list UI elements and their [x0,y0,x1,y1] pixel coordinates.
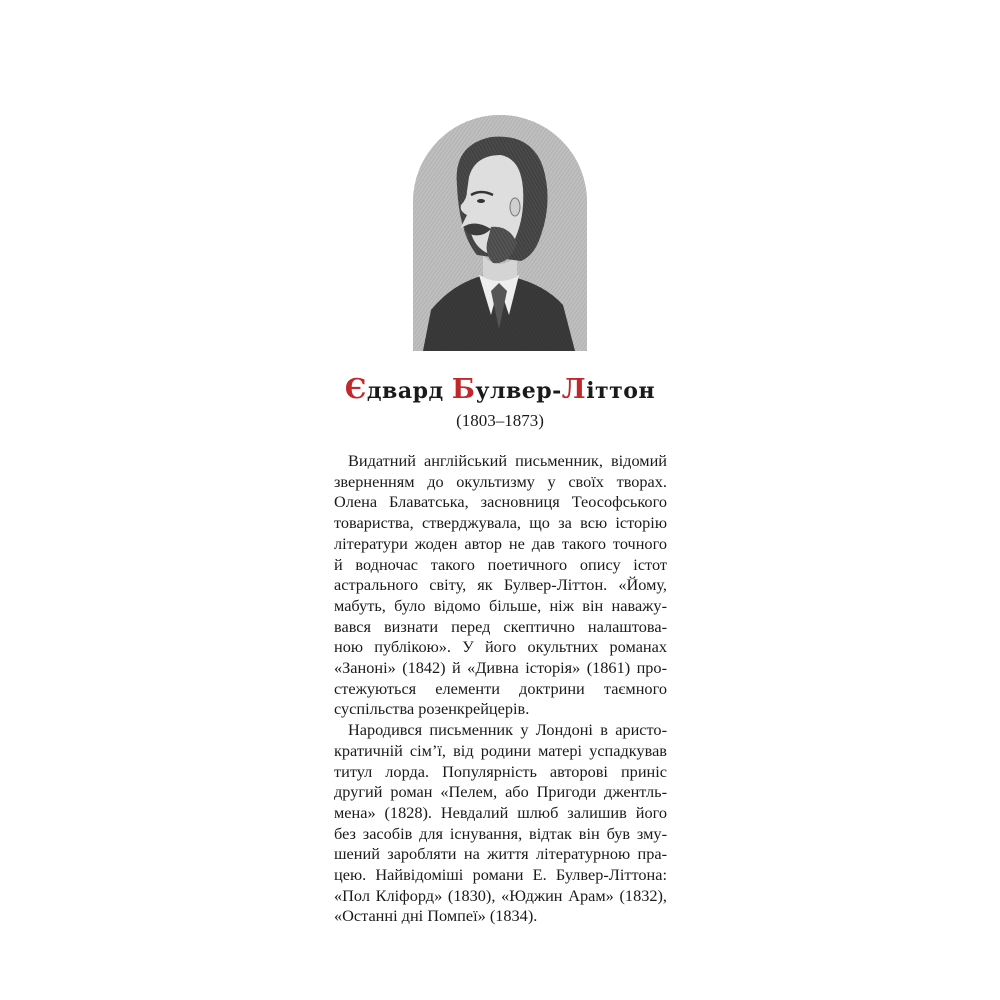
text-line: без засобів для існування, відтак він був зму- [334,823,667,843]
text-line: літератури жоден автор не дав такого точного [334,533,667,553]
text-line: мабуть, було відомо більше, ніж він наважу- [334,595,667,615]
text-line: другий роман «Пелем, або Пригоди джентль- [334,782,667,802]
text-line: Олена Блаватська, засновниця Теософського [334,492,667,512]
text-line: цею. Найвідоміші романи Е. Булвер-Літтона: [334,865,667,885]
text-line: Народився письменник у Лондоні в аристо- [348,720,667,740]
text-line: зверненням до окультизму у своїх творах. [334,471,667,491]
author-portrait [413,115,587,351]
text-line: товариства, стверджувала, що за всю історію [334,513,667,533]
text-line: стежуються елементи доктрини таємного [334,678,667,698]
text-line: Видатний англійський письменник, відомий [348,451,667,470]
paragraph-1 [334,451,667,720]
text-line: мена» (1828). Невдалий шлюб залишив його [334,802,667,822]
text-line: вався визнати перед скептично налаштова- [334,616,667,636]
author-years: (1803–1873) [456,411,544,430]
name-part-2: улвер- [475,378,562,404]
text-line: й водночас такого поетичного опису істот [334,554,667,574]
text-line: «Останні дні Помпеї» (1834). [334,906,538,926]
text-line: кратичній сім’ї, від родини матері успадкував [334,740,667,760]
text-line: астрального світу, як Булвер-Літтон. «Йому, [334,575,667,595]
paragraph-2 [334,720,667,927]
name-initial-3: Л [561,374,587,405]
text-line: шений заробляти на життя літературною пра- [334,844,667,864]
name-initial-1: Є [344,374,367,405]
text-line: «Заноні» (1842) й «Дивна історія» (1861) про- [334,658,667,678]
text-line: суспільства розенкрейцерів. [334,699,530,719]
name-initial-2: Б [451,374,476,405]
text-line: ною публікою». У його окультних романах [334,637,667,657]
text-line: титул лорда. Популярність авторові приніс [334,761,667,781]
author-name [300,374,700,405]
biography-text [334,451,667,927]
name-part-3: іттон [586,378,656,404]
text-line: «Пол Кліфорд» (1830), «Юджин Арам» (1832), [334,885,667,905]
name-part-1: двард [366,378,452,404]
